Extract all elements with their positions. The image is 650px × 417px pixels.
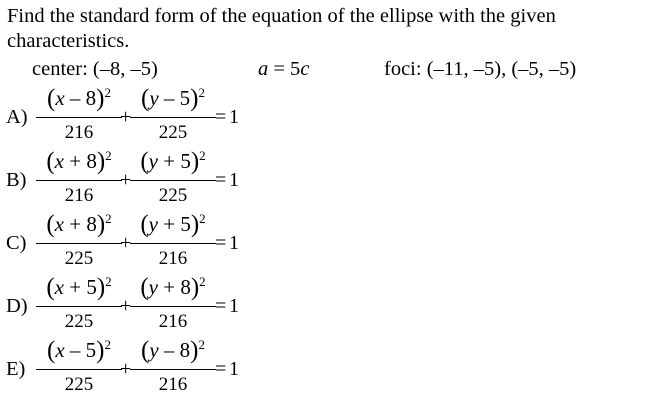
fraction-bar: [36, 369, 122, 370]
plus-sign: +: [120, 232, 132, 254]
option-c[interactable]: [0, 210, 650, 272]
rhs-value: 1: [229, 232, 239, 254]
option-label: B): [6, 169, 27, 191]
a-variable: a: [258, 58, 269, 80]
fraction-bar: [130, 369, 216, 370]
fraction-y-term: [130, 84, 216, 146]
option-label: D): [6, 295, 28, 317]
option-b[interactable]: [0, 147, 650, 209]
question-text: [7, 4, 637, 54]
numerator: $(y + 5)^2$: [140, 148, 206, 175]
rhs-value: 1: [229, 358, 239, 380]
denominator: 225: [64, 374, 94, 395]
equals-sign: =: [215, 232, 227, 254]
fraction-bar: [130, 306, 216, 307]
fraction-x-term: [36, 273, 122, 335]
fraction-x-term: [36, 336, 122, 398]
fraction-y-term: [130, 273, 216, 335]
numerator: (y – 8)$^2$: [141, 337, 205, 364]
numerator: $(x + 8)^2$: [46, 211, 112, 238]
fraction-x-term: [36, 84, 122, 146]
rhs-value: 1: [229, 295, 239, 317]
plus-sign: +: [120, 106, 132, 128]
numerator: $(x + 5)^2$: [46, 274, 112, 301]
fraction-y-term: [130, 336, 216, 398]
plus-sign: +: [120, 169, 132, 191]
fraction-bar: [36, 306, 122, 307]
given-foci: foci: (–11, –5), (–5, –5): [384, 58, 577, 80]
denominator: 225: [64, 311, 94, 332]
fraction-bar: [36, 243, 122, 244]
denominator: 225: [158, 122, 188, 143]
denominator: 216: [64, 185, 94, 206]
denominator: 216: [158, 374, 188, 395]
option-label: E): [6, 358, 26, 380]
fraction-bar: [130, 117, 216, 118]
option-a[interactable]: [0, 84, 650, 146]
fraction-x-term: [36, 210, 122, 272]
fraction-x-term: [36, 147, 122, 209]
denominator: 216: [158, 248, 188, 269]
numerator: (x – 5)$^2$: [47, 337, 111, 364]
given-a-relation: [258, 57, 309, 81]
denominator: 216: [64, 122, 94, 143]
equals-sign: =: [215, 169, 227, 191]
equals-sign: =: [215, 106, 227, 128]
denominator: 225: [64, 248, 94, 269]
fraction-bar: [36, 117, 122, 118]
fraction-y-term: [130, 210, 216, 272]
option-label: C): [6, 232, 27, 254]
rhs-value: 1: [229, 169, 239, 191]
given-center: center: (–8, –5): [32, 58, 158, 80]
fraction-bar: [130, 180, 216, 181]
question-line-1: Find the standard form of the equation of the ellipse with the given: [7, 5, 556, 27]
c-variable: c: [300, 58, 310, 80]
fraction-bar: [36, 180, 122, 181]
rhs-value: 1: [229, 106, 239, 128]
denominator: 225: [158, 185, 188, 206]
option-e[interactable]: [0, 336, 650, 398]
fraction-y-term: [130, 147, 216, 209]
numerator: (y – 5)$^2$: [141, 85, 205, 112]
option-d[interactable]: [0, 273, 650, 335]
denominator: 216: [158, 311, 188, 332]
numerator: (x – 8)$^2$: [47, 85, 111, 112]
a-equals-five: = 5: [268, 58, 301, 80]
option-label: A): [6, 106, 28, 128]
question-line-2: characteristics.: [7, 30, 130, 52]
equals-sign: =: [215, 358, 227, 380]
plus-sign: +: [120, 295, 132, 317]
fraction-bar: [130, 243, 216, 244]
numerator: $(x + 8)^2$: [46, 148, 112, 175]
plus-sign: +: [120, 358, 132, 380]
numerator: $(y + 8)^2$: [140, 274, 206, 301]
numerator: $(y + 5)^2$: [140, 211, 206, 238]
equals-sign: =: [215, 295, 227, 317]
